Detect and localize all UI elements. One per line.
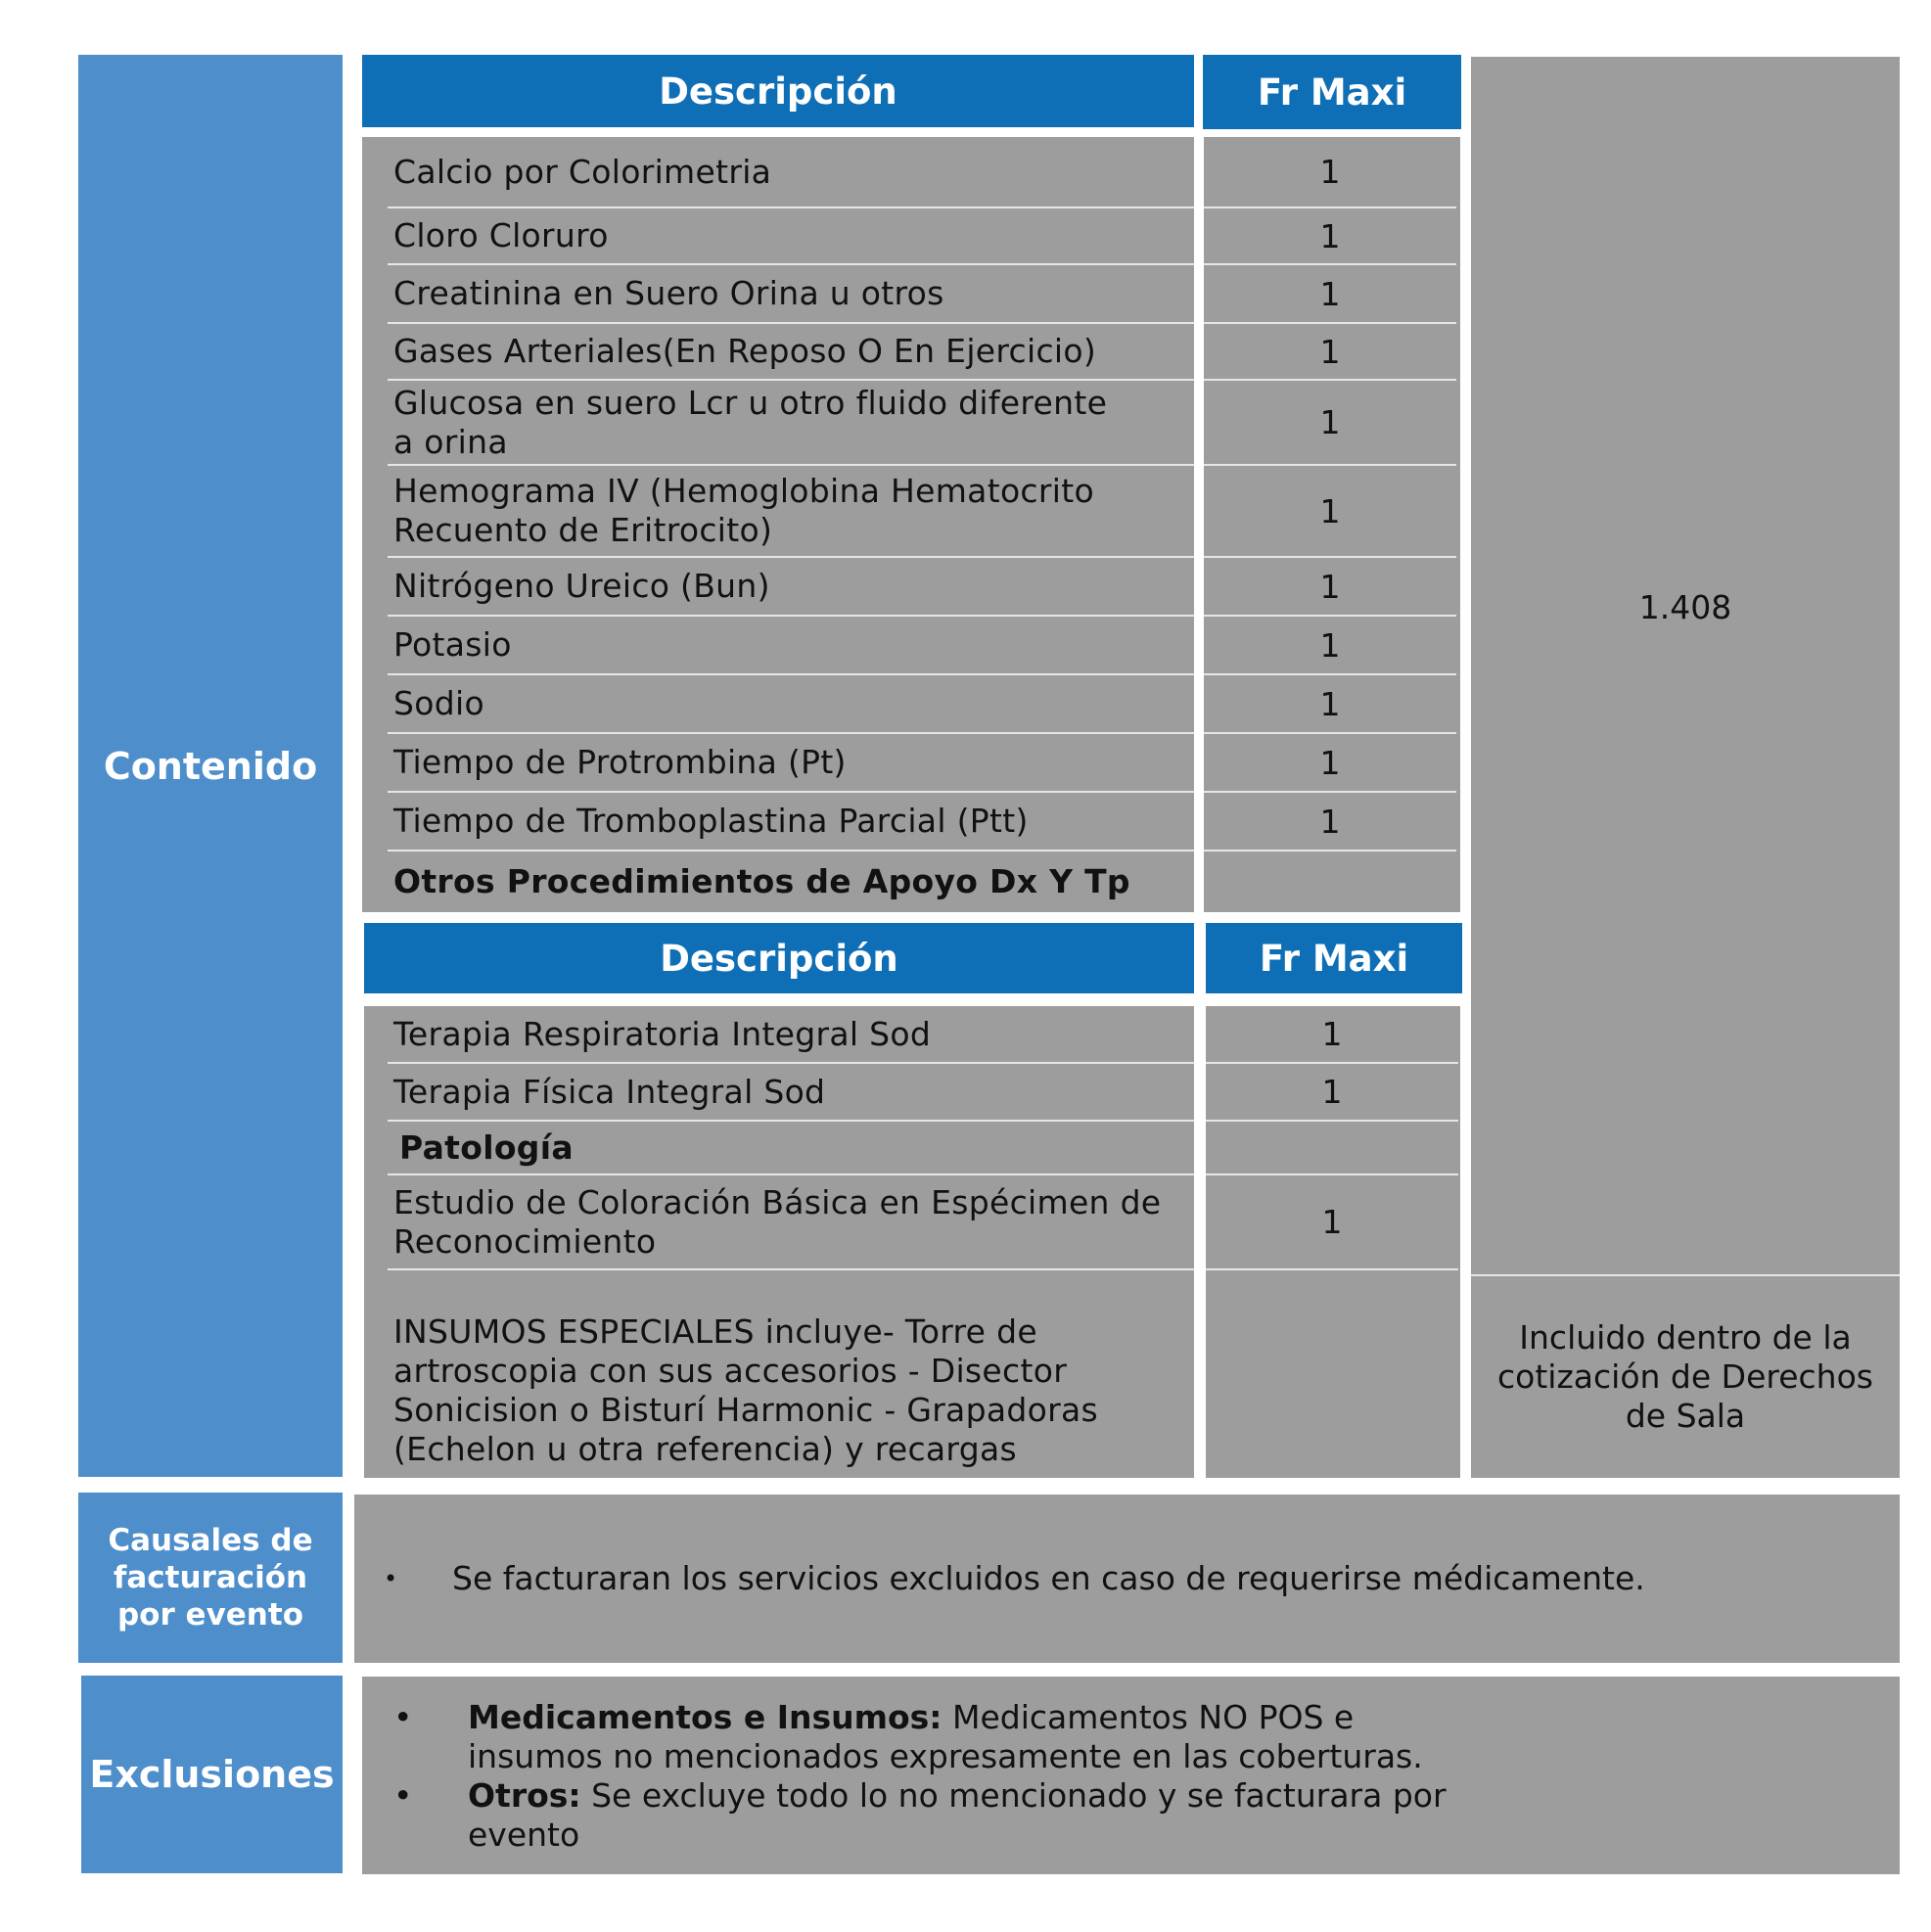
table-row <box>388 265 1194 324</box>
table2-fr-column <box>1206 1006 1460 1478</box>
table1-header-fr <box>1203 55 1461 129</box>
table1-fr-column <box>1204 137 1460 912</box>
exclusion-item <box>362 1698 1900 1776</box>
fr-cell <box>1204 137 1456 208</box>
table-subheading-row <box>388 851 1194 912</box>
table-row <box>388 675 1194 734</box>
table-row <box>388 1006 1194 1064</box>
exclusion-label: Otros: <box>468 1776 581 1815</box>
fr-value: 1 <box>1319 684 1341 723</box>
exclusion-text <box>468 1776 1447 1855</box>
fr-cell <box>1204 208 1456 265</box>
fr-value: 1 <box>1319 274 1341 313</box>
subheading-patologia: Patología <box>399 1127 574 1167</box>
table-row <box>388 1064 1194 1122</box>
table2-header-description <box>364 923 1194 993</box>
fr-cell <box>1204 265 1456 324</box>
row-description: Hemograma IV (Hemoglobina Hematocrito Recuento de Eritrocito) <box>393 472 1094 549</box>
causales-text: Causales de facturación por evento <box>108 1523 313 1633</box>
table1-header-description-text: Descripción <box>659 69 897 113</box>
fr-cell <box>1206 1175 1458 1270</box>
fr-cell <box>1204 558 1456 617</box>
table1-header-description <box>362 55 1194 127</box>
causales-label <box>78 1493 343 1663</box>
bullet: • <box>384 1565 398 1592</box>
row-description: Tiempo de Tromboplastina Parcial (Ptt) <box>393 802 1029 840</box>
row-description: Nitrógeno Ureico (Bun) <box>393 567 770 605</box>
fr-value: 1 <box>1319 153 1341 191</box>
fr-cell <box>1204 793 1456 851</box>
bullet: • <box>393 1776 413 1815</box>
table-row <box>388 137 1194 208</box>
contenido-text: Contenido <box>103 744 318 788</box>
row-description: Gases Arteriales(En Reposo O En Ejercicio) <box>393 332 1097 370</box>
fr-value: 1 <box>1321 1203 1343 1241</box>
fr-cell <box>1206 1122 1458 1175</box>
subheading-otros-procedimientos: Otros Procedimientos de Apoyo Dx Y Tp <box>393 862 1130 900</box>
table2-header-fr <box>1206 923 1462 993</box>
exclusiones-text: Exclusiones <box>89 1753 335 1796</box>
fr-cell <box>1204 617 1456 675</box>
table-row <box>388 793 1194 851</box>
fr-value: 1 <box>1319 216 1341 255</box>
fr-value: 1 <box>1321 1073 1343 1111</box>
row-description: Potasio <box>393 625 512 664</box>
fr-cell <box>1204 381 1456 466</box>
contenido-label <box>78 55 343 1477</box>
exclusiones-box <box>362 1677 1900 1874</box>
exclusion-body: Medicamentos NO POS e insumos no mencionados expresamente en las coberturas. <box>468 1698 1423 1775</box>
fr-cell <box>1204 466 1456 558</box>
exclusiones-label <box>81 1676 343 1873</box>
exclusion-item <box>362 1776 1900 1855</box>
table2-description-column <box>364 1006 1194 1478</box>
fr-cell <box>1206 1064 1458 1122</box>
row-description: Calcio por Colorimetria <box>393 152 772 191</box>
fr-cell <box>1204 324 1456 381</box>
exclusion-text <box>468 1698 1447 1776</box>
fr-value: 1 <box>1319 403 1341 441</box>
row-description: Estudio de Coloración Básica en Espécimen de Reconocimiento <box>393 1182 1162 1261</box>
price-cell <box>1471 57 1900 1274</box>
table-row <box>388 324 1194 381</box>
table-row <box>388 208 1194 265</box>
table-row <box>388 558 1194 617</box>
causales-text-item: Se facturaran los servicios excluidos en caso de requerirse médicamente. <box>452 1559 1645 1597</box>
table-row <box>388 466 1194 558</box>
row-description: Tiempo de Protrombina (Pt) <box>393 743 847 781</box>
row-description: Terapia Física Integral Sod <box>393 1072 826 1111</box>
fr-value: 1 <box>1319 332 1341 371</box>
table-row <box>388 1175 1194 1270</box>
table2-header-description-text: Descripción <box>660 937 898 980</box>
row-description: Sodio <box>393 684 484 722</box>
fr-cell <box>1206 1006 1458 1064</box>
table-row <box>388 381 1194 466</box>
fr-value: 1 <box>1319 625 1341 665</box>
table-subheading-row <box>388 1122 1194 1175</box>
table2-header-fr-text: Fr Maxi <box>1259 937 1409 980</box>
fr-value: 1 <box>1319 491 1341 530</box>
fr-cell <box>1204 734 1456 793</box>
price-value: 1.408 <box>1638 587 1732 626</box>
fr-value: 1 <box>1319 802 1341 841</box>
fr-value: 1 <box>1319 567 1341 606</box>
fr-value: 1 <box>1319 743 1341 782</box>
table-row <box>388 734 1194 793</box>
row-description: Glucosa en suero Lcr u otro fluido diferente a orina <box>393 383 1108 461</box>
row-description: Cloro Cloruro <box>393 216 609 254</box>
exclusion-label: Medicamentos e Insumos: <box>468 1698 943 1736</box>
row-description: Terapia Respiratoria Integral Sod <box>393 1014 932 1053</box>
table1-description-column <box>362 137 1194 912</box>
insumos-note: Incluido dentro de la cotización de Derechos de Sala <box>1497 1318 1873 1435</box>
table-row-insumos <box>388 1270 1194 1478</box>
exclusion-body: Se excluye todo lo no mencionado y se facturara por evento <box>468 1776 1447 1854</box>
bullet: • <box>393 1698 413 1736</box>
table1-header-fr-text: Fr Maxi <box>1257 70 1407 114</box>
fr-cell <box>1204 675 1456 734</box>
fr-value: 1 <box>1321 1015 1343 1053</box>
table-row <box>388 617 1194 675</box>
causales-box <box>354 1495 1900 1663</box>
insumos-description: INSUMOS ESPECIALES incluye- Torre de artroscopia con sus accesorios - Disector Sonicision o Bisturí Harmonic - Grapadoras (Echelon u otra referencia) y recargas <box>393 1312 1098 1468</box>
insumos-note-cell <box>1471 1276 1900 1478</box>
row-description: Creatinina en Suero Orina u otros <box>393 274 944 312</box>
